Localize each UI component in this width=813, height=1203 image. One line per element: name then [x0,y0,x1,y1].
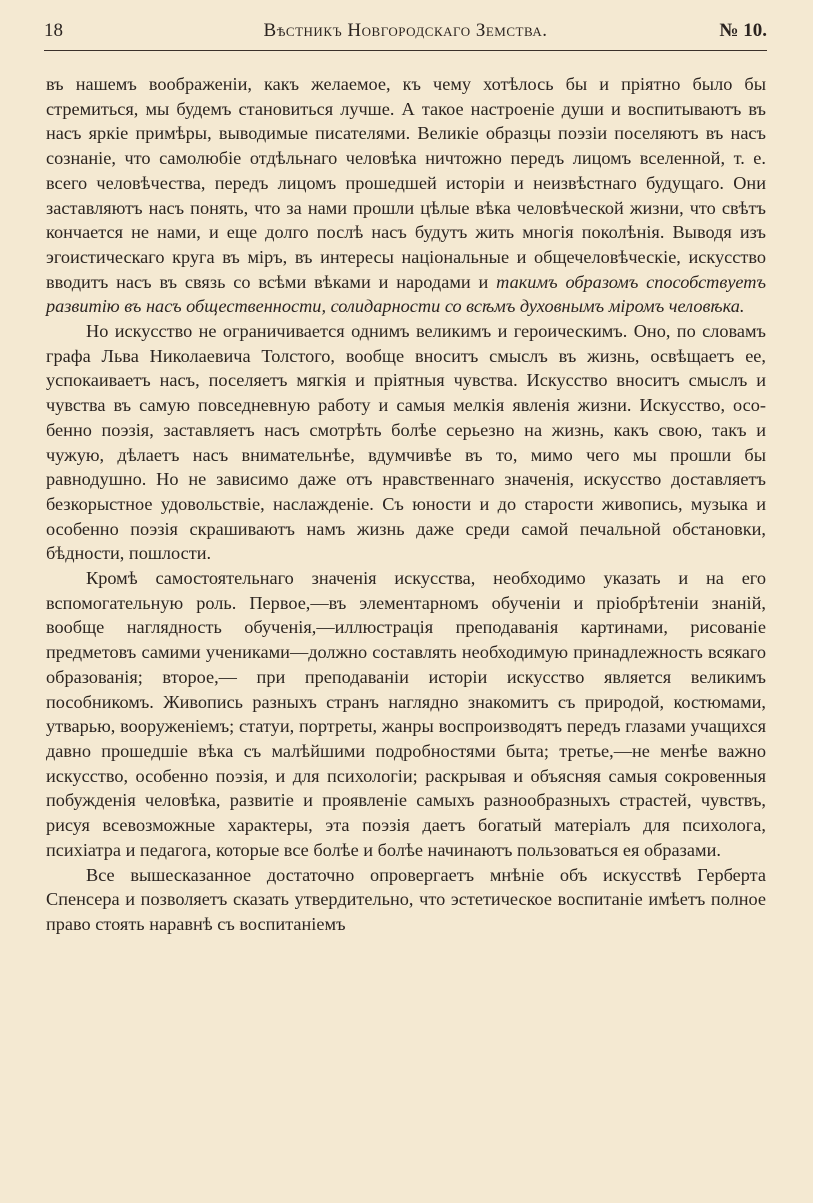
paragraph-1-text: въ нашемъ воображеніи, какъ желаемое, къ чему хотѣлось бы и пріятно было бы стремиться, мы будемъ становиться лучше. А такое настроеніе души и воспитываютъ въ насъ яркіе примѣры, выводимые писателями. Великіе образцы поэзіи поселяютъ въ насъ сознаніе, что самолюбіе отдѣльнаго человѣка ничтожно передъ лицомъ вселенной, т. е. всего человѣчества, передъ лицомъ прошедшей исторіи и неизвѣстнаго будущаго. Они заставляютъ насъ понять, что за нами прошли цѣлые вѣка человѣческой жизни, что свѣтъ кончается не нами, и еще долго послѣ насъ будутъ жить многія поколѣнія. Выводя изъ эгоистическаго круга въ міръ, въ интересы національные и общечеловѣческіе, искусство вводитъ насъ въ связь со всѣми вѣками и народами и [46,74,766,292]
running-header [44,18,767,51]
paragraph-1-italic: такимъ образомъ способствуетъ развитію въ насъ общественности, солидарности со всѣмъ духовнымъ міромъ человѣка. [46,271,766,317]
paragraph-2: Но искусство не ограничивается однимъ великимъ и героическимъ. Оно, по словамъ графа Льва Николаевича Толстого, вообще вноситъ смыслъ въ жизнь, освѣщаетъ ее, успокаиваетъ насъ, поселяетъ мягкія и пріятныя чувства. Искусство вноситъ смыслъ и чувства въ самую повседневную работу и самыя мелкія явленія жизни. Искусство, особенно поэзія, заставляетъ насъ смотрѣть болѣе серьезно на жизнь, какъ свою, такъ и чужую, дѣлаетъ насъ внимательнѣе, вдумчивѣе въ то, мимо чего мы прошли бы равнодушно. Но не зависимо даже отъ нравственнаго значенія, искусство доставляетъ безкорыстное удовольствіе, наслажденіе. Съ юности и до старости живопись, музыка и особенно поэзія скрашиваютъ намъ жизнь даже среди самой печальной обстановки, бѣдности, пошлости. [46,321,766,564]
article-body [46,72,766,937]
journal-title: Вѣстникъ Новгородскаго Земства. [263,20,548,41]
paragraph-3: Кромѣ самостоятельнаго значенія искусства, необходимо указать и на его вспомогательную роль. Первое,—въ элементарномъ обученіи и пріобрѣтеніи знаній, вообще наглядность обученія,—иллюстрація преподаванія картинами, рисованіе предметовъ самими учениками—должно составлять необходимую принадлежность всякаго образованія; второе,— при преподаваніи исторіи искусство является великимъ пособникомъ. Живопись разныхъ странъ наглядно знакомитъ съ природой, костюмами, утварью, вооруженіемъ; статуи, портреты, жанры воспроизводятъ передъ глазами учащихся давно прошедшіе вѣка съ малѣйшими подробностями быта; третье,—не менѣе важно искусство, особенно поэзія, и для психологіи; раскрывая и объясняя самыя сокровенныя побужденія человѣка, развитіе и проявленіе самыхъ разнообразныхъ страстей, чувствъ, рисуя всевозможные характеры, эта поэзія даетъ богатый матеріалъ для психолога, психіатра и педагога, которые все болѣе и болѣе начинаютъ пользоваться ея образами. [46,568,766,860]
page-number: 18 [44,20,63,41]
issue-number: № 10. [719,20,767,41]
paragraph-4: Все вышесказанное достаточно опровергаетъ мнѣніе объ искусствѣ Герберта Спенсера и позволяетъ сказать утвердительно, что эстетическое воспитаніе имѣетъ полное право стоять наравнѣ съ воспитаніемъ [46,864,766,934]
paragraph-1 [46,72,766,319]
